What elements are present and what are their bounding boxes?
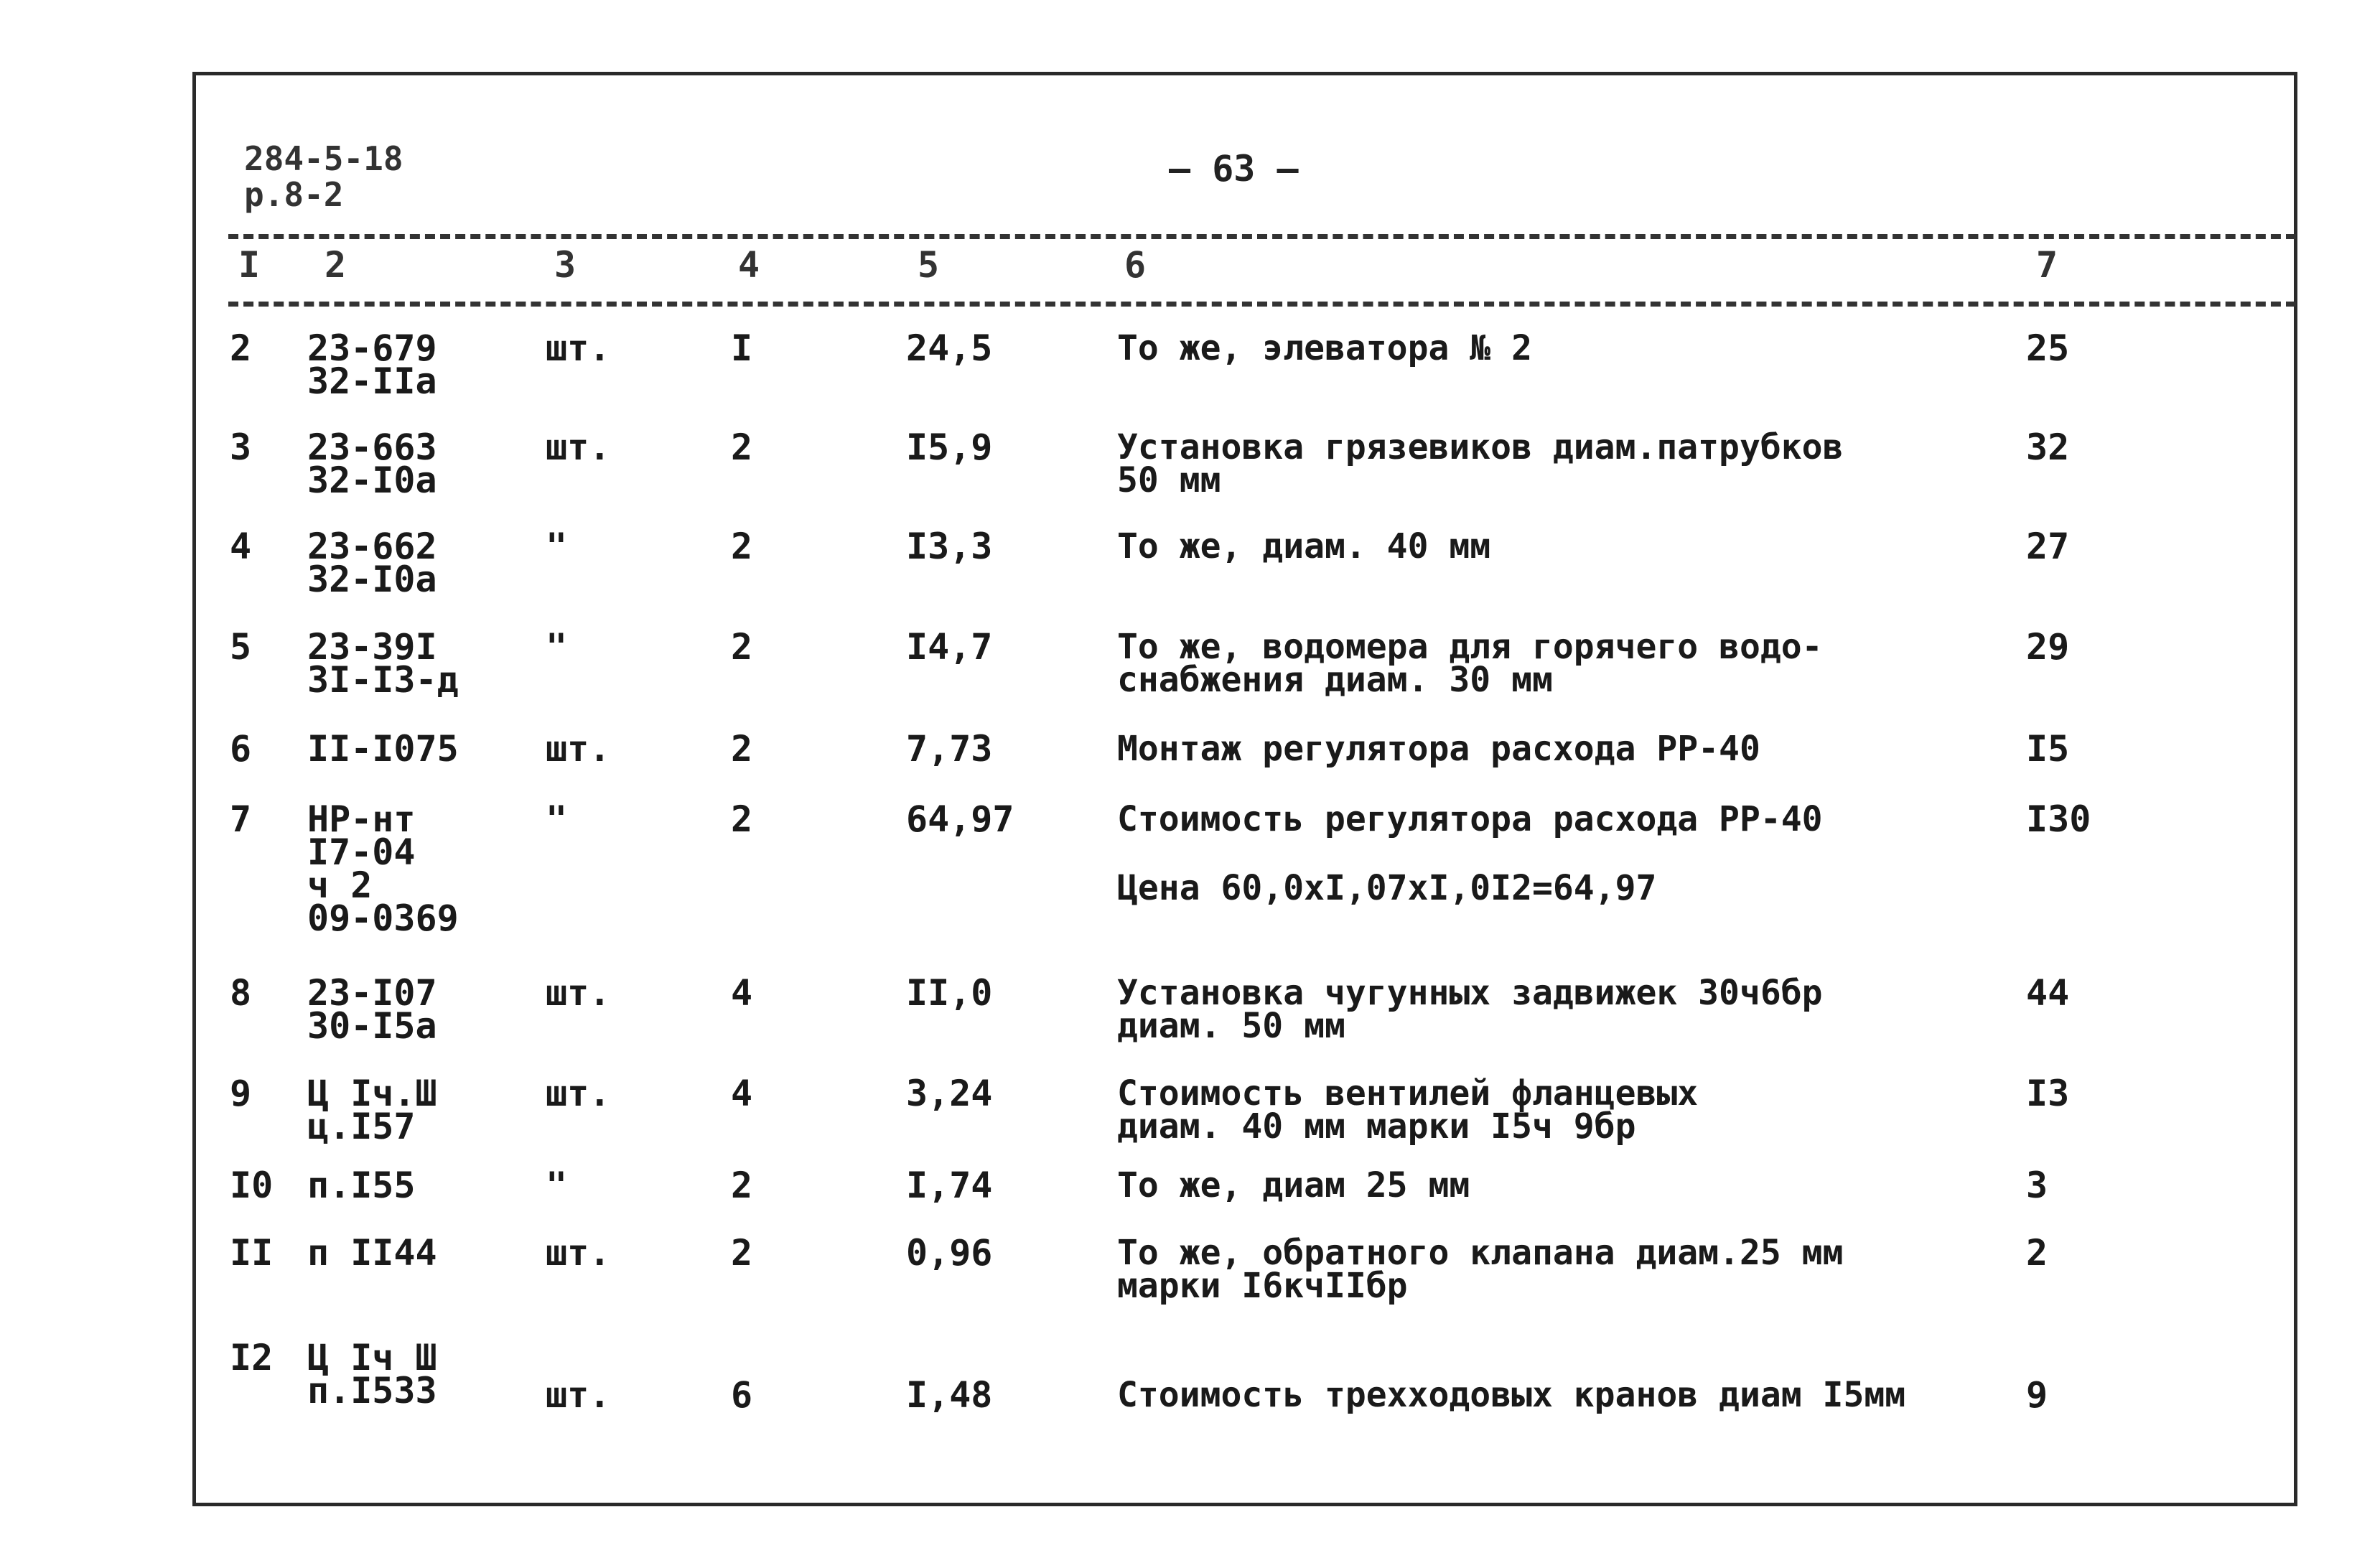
row-price: II,0 <box>906 972 993 1014</box>
row-description-line: Установка грязевиков диам.патрубков <box>1117 427 1844 467</box>
row-quantity: 2 <box>731 1165 753 1206</box>
row-price: 3,24 <box>906 1073 993 1114</box>
row-code-line: п.I55 <box>307 1165 416 1206</box>
row-code-line: 32-IIа <box>307 360 437 402</box>
row-quantity: 2 <box>731 626 753 668</box>
row-code-line: I7-04 <box>307 831 416 873</box>
document-code-line1: 284-5-18 <box>244 139 403 178</box>
row-price-formula: Цена 60,0хI,07хI,0I2=64,97 <box>1117 868 1657 908</box>
row-code-line: ц.I57 <box>307 1106 416 1147</box>
row-total: I5 <box>2026 728 2070 770</box>
row-quantity: 2 <box>731 798 753 840</box>
row-unit: шт. <box>546 426 611 468</box>
row-description-line: марки I6кчIIбр <box>1117 1266 1408 1306</box>
row-unit: " <box>546 1165 568 1206</box>
row-number: 8 <box>230 972 252 1014</box>
row-description <box>1117 627 1823 700</box>
row-price: I4,7 <box>906 626 993 668</box>
row-code <box>307 798 459 939</box>
header-divider-top <box>228 234 2296 239</box>
row-code-line: НР-нт <box>307 798 416 840</box>
row-description <box>1117 1375 1906 1415</box>
row-price: 7,73 <box>906 728 993 770</box>
row-number: 4 <box>230 526 252 567</box>
row-total: 29 <box>2026 626 2070 668</box>
row-code-line: 32-I0а <box>307 459 437 501</box>
row-number: 7 <box>230 798 252 840</box>
row-description-line: Стоимость вентилей фланцевых <box>1117 1073 1699 1114</box>
row-unit: " <box>546 626 568 668</box>
row-description <box>1117 328 1532 368</box>
row-description-line: Стоимость регулятора расхода РР-40 <box>1117 799 1823 839</box>
row-code-line: II-I075 <box>307 728 459 770</box>
row-quantity: 4 <box>731 972 753 1014</box>
row-price: I3,3 <box>906 526 993 567</box>
column-header-4: 4 <box>738 244 760 286</box>
row-description-line: 50 мм <box>1117 460 1221 500</box>
row-price: I,74 <box>906 1165 993 1206</box>
row-code-line: 32-I0а <box>307 559 437 600</box>
row-unit: шт. <box>546 1073 611 1114</box>
row-description-line: диам. 50 мм <box>1117 1006 1345 1046</box>
row-quantity: 2 <box>731 1232 753 1274</box>
row-number: II <box>230 1232 274 1274</box>
row-description-line: То же, элеватора № 2 <box>1117 328 1532 368</box>
row-number: 9 <box>230 1073 252 1114</box>
row-price: 64,97 <box>906 798 1014 840</box>
row-description-line: снабжения диам. 30 мм <box>1117 660 1553 700</box>
row-total: I3 <box>2026 1073 2070 1114</box>
row-total: 27 <box>2026 526 2070 567</box>
row-quantity: 4 <box>731 1073 753 1114</box>
row-description-line: То же, диам 25 мм <box>1117 1165 1470 1205</box>
row-description-line: Установка чугунных задвижек 30ч6бр <box>1117 973 1823 1013</box>
row-quantity: 2 <box>731 728 753 770</box>
row-code-line: 23-I07 <box>307 972 437 1014</box>
row-code-line: 23-662 <box>307 526 437 567</box>
row-number: I2 <box>230 1337 274 1378</box>
row-code-line: 23-663 <box>307 426 437 468</box>
row-code-line: Ц Iч.Ш <box>307 1073 437 1114</box>
column-header-2: 2 <box>325 244 347 286</box>
row-total: 3 <box>2026 1165 2048 1206</box>
row-code <box>307 426 437 501</box>
row-code-line: 23-39I <box>307 626 437 668</box>
row-code-line: 09-0369 <box>307 897 459 939</box>
row-code <box>307 1165 416 1206</box>
row-description <box>1117 1233 1844 1306</box>
row-description-line: диам. 40 мм марки I5ч 9бр <box>1117 1106 1636 1147</box>
page-number: — 63 — <box>1169 148 1299 190</box>
row-unit: " <box>546 798 568 840</box>
row-code-line: 30-I5а <box>307 1005 437 1047</box>
row-code-line: 3I-I3-д <box>307 659 459 701</box>
row-unit: шт. <box>546 972 611 1014</box>
row-code <box>307 1073 437 1147</box>
row-number: 5 <box>230 626 252 668</box>
row-number: 2 <box>230 327 252 369</box>
row-code <box>307 526 437 600</box>
row-description <box>1117 973 1823 1046</box>
row-number: I0 <box>230 1165 274 1206</box>
row-quantity: I <box>731 327 753 369</box>
row-description <box>1117 799 1823 839</box>
row-code <box>307 327 437 402</box>
row-quantity: 2 <box>731 526 753 567</box>
header-divider-bottom <box>228 302 2296 307</box>
row-code-line: 23-679 <box>307 327 437 369</box>
row-code <box>307 626 459 701</box>
row-unit: шт. <box>546 1232 611 1274</box>
column-header-6: 6 <box>1124 244 1147 286</box>
column-header-7: 7 <box>2036 244 2058 286</box>
row-price: I5,9 <box>906 426 993 468</box>
row-total: I30 <box>2026 798 2091 840</box>
row-code-line: Ц Iч Ш <box>307 1337 437 1378</box>
row-description-line: То же, диам. 40 мм <box>1117 526 1491 566</box>
row-code <box>307 972 437 1047</box>
row-price: I,48 <box>906 1374 993 1416</box>
row-description <box>1117 427 1844 500</box>
row-unit: " <box>546 526 568 567</box>
row-unit: шт. <box>546 1374 611 1416</box>
row-description-line: Стоимость трехходовых кранов диам I5мм <box>1117 1375 1906 1415</box>
column-header-5: 5 <box>918 244 940 286</box>
row-description <box>1117 1073 1699 1147</box>
row-code <box>307 1337 437 1412</box>
row-description <box>1117 729 1760 769</box>
row-quantity: 2 <box>731 426 753 468</box>
row-code-line: п.I533 <box>307 1370 437 1412</box>
row-number: 6 <box>230 728 252 770</box>
column-header-1: I <box>238 244 261 286</box>
row-code <box>307 1232 437 1274</box>
row-description-line: То же, водомера для горячего водо- <box>1117 627 1823 667</box>
row-total: 32 <box>2026 426 2070 468</box>
row-total: 9 <box>2026 1374 2048 1416</box>
row-total: 2 <box>2026 1232 2048 1274</box>
row-description-line: Монтаж регулятора расхода РР-40 <box>1117 729 1760 769</box>
row-description <box>1117 526 1491 566</box>
row-description-line: То же, обратного клапана диам.25 мм <box>1117 1233 1844 1273</box>
row-unit: шт. <box>546 327 611 369</box>
row-unit: шт. <box>546 728 611 770</box>
document-code-line2: р.8-2 <box>244 175 344 214</box>
column-header-3: 3 <box>554 244 577 286</box>
row-quantity: 6 <box>731 1374 753 1416</box>
row-code <box>307 728 459 770</box>
row-total: 25 <box>2026 327 2070 369</box>
document-code <box>244 141 403 213</box>
row-total: 44 <box>2026 972 2070 1014</box>
row-description <box>1117 1165 1470 1205</box>
row-price: 0,96 <box>906 1232 993 1274</box>
row-number: 3 <box>230 426 252 468</box>
row-price: 24,5 <box>906 327 993 369</box>
row-code-line: п II44 <box>307 1232 437 1274</box>
row-code-line: ч 2 <box>307 864 373 906</box>
